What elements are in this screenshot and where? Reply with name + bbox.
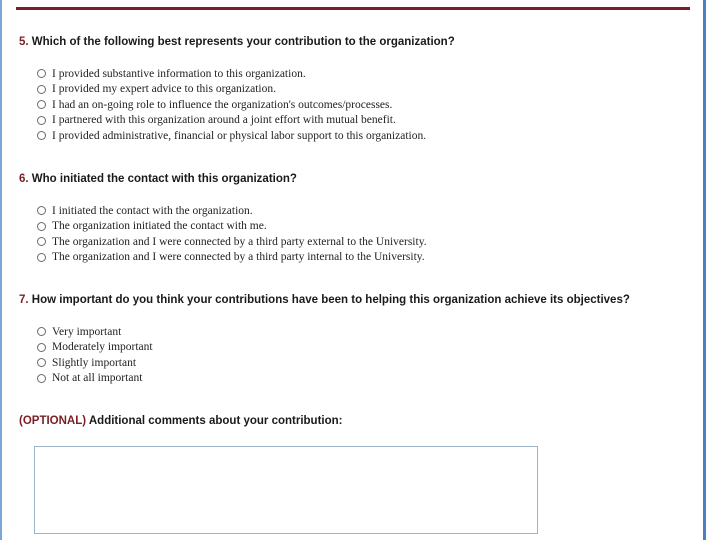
question-6-number: 6. [19, 173, 29, 185]
question-6-options [37, 203, 427, 265]
radio-button[interactable] [37, 327, 46, 336]
radio-button[interactable] [37, 69, 46, 78]
radio-button[interactable] [37, 358, 46, 367]
q7-option-2[interactable] [37, 340, 153, 356]
q7-option-1[interactable] [37, 324, 153, 340]
option-label: The organization and I were connected by a third party internal to the University. [52, 251, 425, 264]
comments-textarea[interactable] [34, 446, 538, 534]
question-5-options [37, 66, 426, 144]
option-label: I provided my expert advice to this organization. [52, 83, 276, 96]
radio-button[interactable] [37, 237, 46, 246]
question-7-number: 7. [19, 294, 29, 306]
radio-button[interactable] [37, 253, 46, 262]
option-label: I partnered with this organization around a joint effort with mutual benefit. [52, 114, 396, 127]
q5-option-5[interactable] [37, 128, 426, 144]
comments-label-text: Additional comments about your contribution: [88, 415, 343, 427]
q5-option-1[interactable] [37, 66, 426, 82]
question-5-number: 5. [19, 36, 29, 48]
option-label: I had an on-going role to influence the organization's outcomes/processes. [52, 98, 393, 111]
option-label: The organization initiated the contact with me. [52, 220, 267, 233]
right-gutter [706, 0, 720, 540]
option-label: I initiated the contact with the organization. [52, 204, 253, 217]
q6-option-4[interactable] [37, 250, 427, 266]
radio-button[interactable] [37, 116, 46, 125]
q7-option-4[interactable] [37, 371, 153, 387]
question-5-text: Which of the following best represents your contribution to the organization? [31, 36, 455, 48]
top-divider [16, 7, 690, 10]
q6-option-3[interactable] [37, 234, 427, 250]
question-6-title [19, 173, 297, 185]
option-label: The organization and I were connected by a third party external to the University. [52, 235, 427, 248]
radio-button[interactable] [37, 85, 46, 94]
radio-button[interactable] [37, 222, 46, 231]
option-label: Moderately important [52, 341, 153, 354]
q5-option-4[interactable] [37, 113, 426, 129]
optional-tag: (OPTIONAL) [19, 415, 87, 427]
option-label: I provided administrative, financial or physical labor support to this organization. [52, 129, 427, 142]
option-label: Not at all important [52, 372, 143, 385]
radio-button[interactable] [37, 131, 46, 140]
radio-button[interactable] [37, 343, 46, 352]
q7-option-3[interactable] [37, 355, 153, 371]
question-5-title [19, 36, 455, 48]
q5-option-2[interactable] [37, 82, 426, 98]
comments-label [19, 415, 343, 427]
radio-button[interactable] [37, 374, 46, 383]
q6-option-1[interactable] [37, 203, 427, 219]
question-7-title [19, 294, 630, 306]
q5-option-3[interactable] [37, 97, 426, 113]
radio-button[interactable] [37, 206, 46, 215]
option-label: I provided substantive information to this organization. [52, 67, 306, 80]
question-7-options [37, 324, 153, 386]
radio-button[interactable] [37, 100, 46, 109]
option-label: Very important [52, 325, 122, 338]
question-6-text: Who initiated the contact with this organization? [31, 173, 297, 185]
q6-option-2[interactable] [37, 219, 427, 235]
window-left-edge [0, 0, 2, 540]
question-7-text: How important do you think your contributions have been to helping this organization achieve its objectives? [31, 294, 630, 306]
option-label: Slightly important [52, 356, 137, 369]
